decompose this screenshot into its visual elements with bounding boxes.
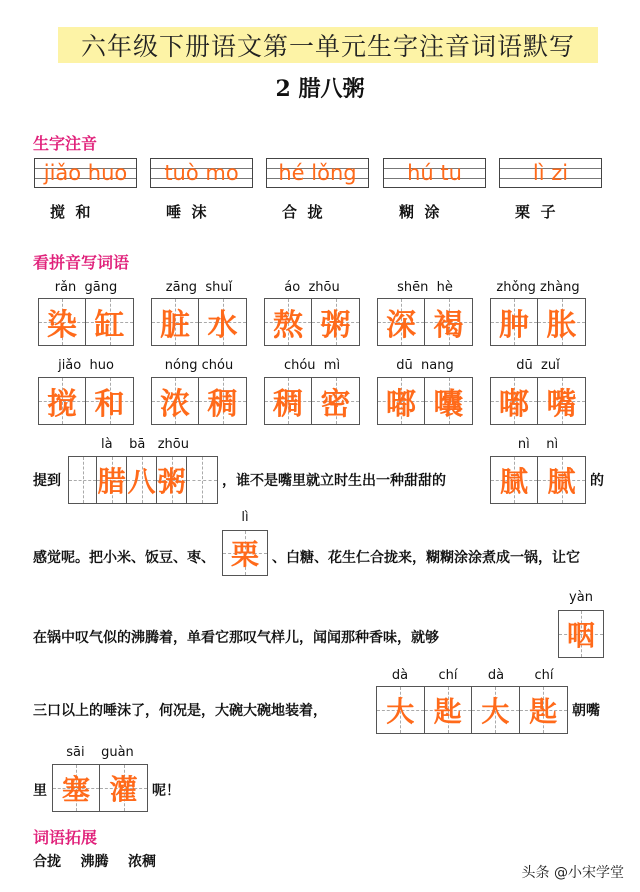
word-chars: 合 拢 — [282, 203, 323, 221]
word-chars: 糊 涂 — [399, 203, 440, 221]
char-pinyin: chí — [438, 668, 458, 683]
phrase-pinyin: sāi guàn — [66, 745, 134, 760]
page-title: 六年级下册语文第一单元生字注音词语默写 — [80, 32, 575, 61]
char-grid: 脏 水 — [151, 298, 247, 346]
passage-text: ，谁不是嘴里就立时生出一种甜甜的 — [222, 473, 446, 489]
pinyin-box: hé lǒng — [266, 158, 369, 188]
passage-text: 三口以上的唾沫了，何况是，大碗大碗地装着， — [33, 703, 327, 719]
char-pinyin: chí — [534, 668, 554, 683]
word-pinyin: rǎn gāng — [54, 280, 118, 295]
phrase-pinyin: là bā zhōu — [101, 437, 189, 452]
char-grid: 腊 八 粥 — [68, 456, 218, 504]
char-grid: 大 匙 大 匙 — [376, 686, 568, 734]
pinyin-box: tuò mo — [150, 158, 253, 188]
passage-text: 在锅中叹气似的沸腾着，单看它那叹气样儿，闻闻那种香味，就够 — [33, 630, 439, 646]
pinyin-box: lì zi — [499, 158, 602, 188]
phrase-pinyin: nì nì — [517, 437, 559, 452]
char-pinyin: lì — [241, 510, 249, 525]
word-pinyin: shēn hè — [397, 280, 453, 295]
section-title-ciyu: 看拼音写词语 — [33, 253, 130, 272]
passage-text: 的 — [590, 473, 604, 489]
char-pinyin: dà — [391, 668, 409, 683]
pinyin-box: jiǎo huo — [34, 158, 137, 188]
char-grid: 嘟 囔 — [377, 377, 473, 425]
word-pinyin: chóu mì — [283, 358, 341, 373]
char-grid: 栗 — [222, 530, 268, 576]
char-grid: 肿 胀 — [490, 298, 586, 346]
passage-text: 里 — [33, 783, 47, 799]
word-pinyin: zāng shuǐ — [165, 280, 233, 295]
char-grid: 咽 — [558, 610, 604, 658]
section-title-zhuyin: 生字注音 — [33, 134, 98, 153]
char-pinyin: yàn — [569, 590, 593, 605]
title-banner — [58, 27, 598, 63]
passage-text: 感觉呢。把小米、饭豆、枣、 — [33, 550, 215, 566]
char-grid: 腻 腻 — [490, 456, 586, 504]
watermark: 头条 @小宋学堂 — [521, 865, 624, 881]
expansion-words: 合拢 沸腾 浓稠 — [33, 854, 156, 870]
passage-text: 朝嘴 — [572, 703, 600, 719]
char-grid: 稠 密 — [264, 377, 360, 425]
word-pinyin: jiǎo huo — [58, 358, 114, 373]
word-pinyin: dū zuǐ — [516, 358, 560, 373]
char-grid: 浓 稠 — [151, 377, 247, 425]
passage-text: 、白糖、花生仁合拢来，糊糊涂涂煮成一锅，让它 — [272, 550, 580, 566]
char-grid: 塞 灌 — [52, 764, 148, 812]
word-pinyin: zhǒng zhàng — [496, 280, 580, 295]
char-grid: 染 缸 — [38, 298, 134, 346]
char-pinyin: dà — [487, 668, 505, 683]
word-pinyin: áo zhōu — [284, 280, 340, 295]
char-grid: 嘟 嘴 — [490, 377, 586, 425]
char-grid: 搅 和 — [38, 377, 134, 425]
word-pinyin: nóng chóu — [164, 358, 234, 373]
passage-text: 提到 — [33, 473, 61, 489]
char-grid: 熬 粥 — [264, 298, 360, 346]
word-chars: 栗 子 — [515, 203, 556, 221]
word-chars: 搅 和 — [50, 203, 91, 221]
pinyin-box: hú tu — [383, 158, 486, 188]
section-title-tuozhan: 词语拓展 — [33, 828, 98, 847]
word-chars: 唾 沫 — [166, 203, 207, 221]
char-grid: 深 褐 — [377, 298, 473, 346]
word-pinyin: dū nang — [396, 358, 454, 373]
lesson-title: 2 腊八粥 — [275, 76, 365, 102]
passage-text: 呢！ — [152, 783, 180, 799]
